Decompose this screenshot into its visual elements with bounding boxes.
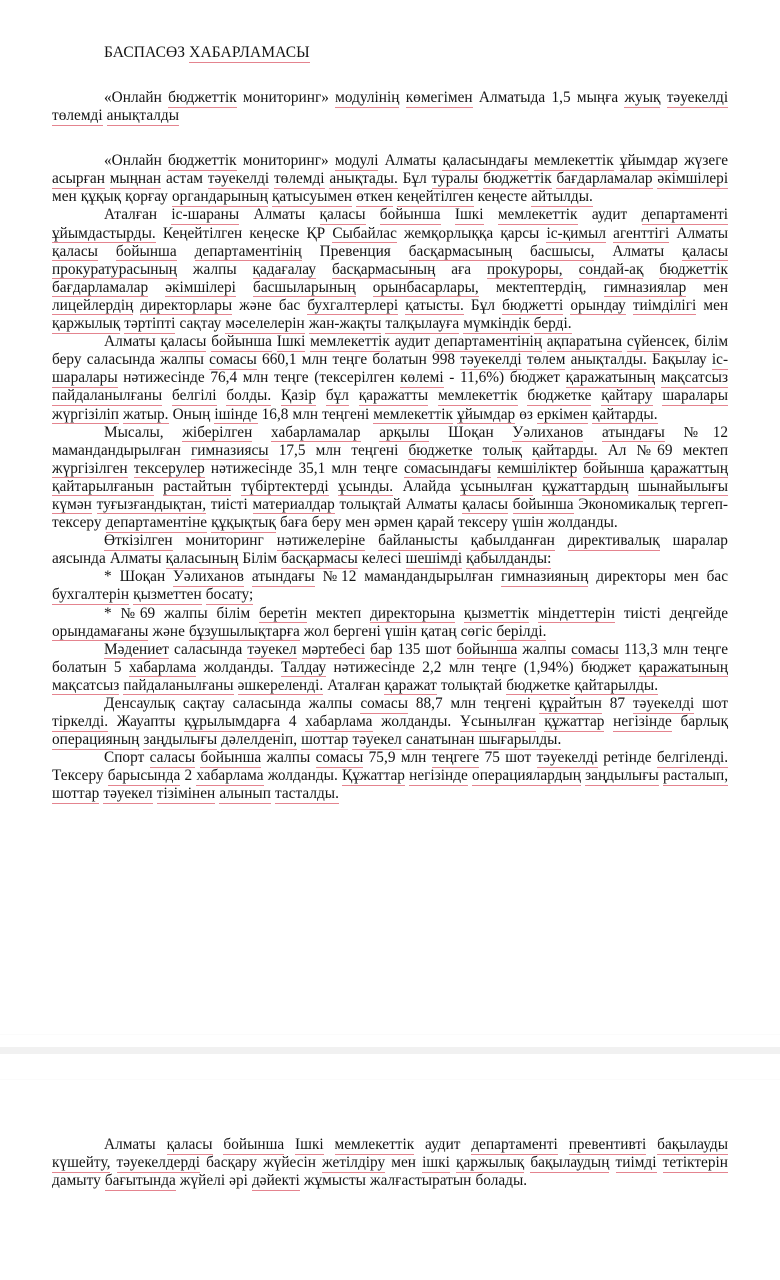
spellcheck-word: пайдаланылғаны	[52, 387, 163, 405]
spellcheck-word: шоттар	[301, 731, 349, 749]
spellcheck-word: орынбасарлары,	[372, 278, 479, 296]
page-title-text: БАСПАСӨЗ ХАБАРЛАМАСЫ	[104, 44, 310, 61]
spellcheck-word: мемлекеттік	[437, 387, 518, 405]
body-paragraph-9	[52, 1136, 728, 1190]
spellcheck-word: бойынша	[379, 206, 441, 224]
spellcheck-word: заңдылығы	[585, 767, 659, 785]
spellcheck-word: Уәлиханов	[173, 568, 244, 586]
spellcheck-word: Өткізілген	[104, 532, 173, 550]
spellcheck-word: заңдылығы	[143, 731, 218, 749]
spellcheck-word: дәйекті	[251, 1172, 300, 1190]
spellcheck-word: бар	[370, 640, 393, 658]
spellcheck-word: қайтару	[601, 387, 653, 405]
spellcheck-word: модулі	[334, 152, 379, 170]
spellcheck-word: қаржылық	[52, 315, 121, 333]
spellcheck-word: сомасы	[360, 695, 409, 712]
spellcheck-word: бухгалтерлері	[307, 296, 399, 314]
spellcheck-word: бюджетке	[408, 441, 473, 459]
spellcheck-word: Ұсынылған	[459, 713, 536, 731]
spellcheck-word: басшыларының	[253, 278, 356, 296]
body-paragraph-5	[52, 532, 728, 568]
paragraph-text: * Шоқан Уәлиханов атындағы №12 мамандандырылған гимназияның директоры мен бас бухгалтерін қызметтен босату;	[52, 568, 728, 604]
spellcheck-word: әшкереленді.	[237, 676, 324, 694]
spellcheck-word: превентивті	[568, 1136, 647, 1153]
spellcheck-word: әкімшілері	[165, 278, 236, 296]
spellcheck-word: мемлекеттік	[497, 206, 578, 224]
spellcheck-word: басқармасы	[281, 550, 358, 568]
spellcheck-word: бюджетке	[506, 676, 571, 694]
spellcheck-word: материалдар	[252, 495, 335, 513]
spellcheck-word: қаражаттың	[650, 459, 729, 477]
spellcheck-word: Қазір	[280, 387, 317, 405]
page-2-tail-spacer	[52, 1190, 728, 1262]
body-paragraph-7	[52, 695, 728, 749]
spellcheck-word: қаласы	[462, 495, 509, 513]
spellcheck-word: директорлары	[140, 296, 233, 314]
spellcheck-word: ұсынылған	[460, 477, 533, 495]
spellcheck-word: қаржылық	[456, 1154, 525, 1172]
spellcheck-word: бюджетті	[502, 296, 564, 314]
spellcheck-word: құрайтын	[538, 695, 602, 712]
spellcheck-word: төлемді	[52, 107, 103, 125]
spellcheck-word: расталып,	[662, 767, 729, 785]
spellcheck-word: бойынша	[115, 242, 177, 260]
spellcheck-word: тәуекелді	[632, 695, 695, 712]
spellcheck-word: директорына	[370, 604, 456, 622]
spellcheck-word: басшысы,	[530, 242, 595, 260]
paragraph-text: Спорт саласы бойынша жалпы сомасы 75,9 млн теңгеге 75 шот тәуекелді ретінде белгіленді. Тексеру барысында 2 хабарлама жолданды. Құжаттар негізінде операциялардың заңдылығы расталып, шоттар тәуекел тізімінен алынып тасталды.	[52, 749, 729, 803]
body-paragraph-6	[52, 641, 728, 695]
spellcheck-word: әкімшілері	[657, 170, 729, 188]
spellcheck-word: күмән	[52, 495, 92, 513]
paragraph-text: Алматы қаласы бойынша Ішкі мемлекеттік аудит департаменті превентивті бақылауды күшейту, тәуекелдерді басқару жүйесін жетілдіру мен ішкі қаржылық бақылаудың тиімді тетіктерін дамыту бағытында жүйелі әрі дәйекті жұмысты жалғастыратын болады.	[52, 1136, 729, 1190]
spellcheck-word: агенттігі	[613, 224, 670, 242]
spellcheck-word: бақылауды	[657, 1136, 728, 1153]
spellcheck-word: берілді.	[496, 622, 547, 640]
spellcheck-word: қаласы	[160, 333, 207, 351]
spellcheck-word: қаражатының	[638, 658, 729, 676]
spellcheck-word: бұзушылықтарға	[188, 622, 300, 640]
spellcheck-word: белгілі	[171, 387, 217, 405]
spellcheck-word: толық	[482, 441, 522, 459]
spellcheck-word: Уәлиханов	[512, 423, 584, 441]
spellcheck-word: директивалық	[567, 532, 660, 550]
spellcheck-word: лицейлердің	[52, 296, 134, 314]
spellcheck-word: қабылданған	[470, 532, 555, 550]
spellcheck-word: төлем	[526, 351, 566, 369]
spellcheck-word: анықталды	[106, 107, 180, 125]
spellcheck-word: ұйымдар	[619, 152, 678, 170]
spellcheck-word: хабарлама	[196, 767, 264, 785]
paragraph-text: Алматы қаласы бойынша Ішкі мемлекеттік аудит департаментінің ақпаратына сүйенсек, білім беру саласында жалпы сомасы 660,1 млн теңге болатын 998 тәуекелді төлем анықталды. Бақылау іс-шаралары нәтижесінде 76,4 млн теңге (тексерілген көлемі - 11,6%) бюджет қаражатының мақсатсыз пайдаланылғаны белгілі болды. Қазір бұл қаражатты мемлекеттік бюджетке қайтару шаралары жүргізіліп жатыр. Оның ішінде 16,8 млн теңгені мемлекеттік ұйымдар өз еркімен қайтарды.	[52, 333, 729, 423]
spellcheck-word: шығарылды.	[478, 731, 562, 749]
spellcheck-word: дәлелденіп,	[221, 731, 298, 749]
paragraph-text: Өткізілген мониторинг нәтижелеріне байланысты қабылданған директивалық шаралар аясында Алматы қаласының Білім басқармасы келесі шешімді қабылданды:	[52, 532, 728, 568]
spellcheck-word: департаментінің	[194, 242, 302, 260]
spellcheck-word: шынайылығы	[637, 477, 729, 495]
spellcheck-word: атындағы	[251, 568, 315, 586]
spellcheck-word: қаласы	[319, 206, 366, 224]
spellcheck-word: бұл	[325, 387, 349, 405]
spellcheck-word: тәуекелді	[460, 351, 522, 369]
page-title	[52, 44, 728, 62]
spellcheck-word: теңгеге	[431, 749, 480, 767]
spellcheck-word: шаралары	[662, 387, 729, 405]
spellcheck-word: жетілдіру	[322, 1154, 386, 1172]
spellcheck-word: хабарлама	[305, 713, 373, 731]
spellcheck-word: тәуекелді	[536, 749, 598, 767]
page-1-content	[52, 44, 728, 804]
spellcheck-word: операциялардың	[472, 767, 581, 785]
spellcheck-word: іс-шараны	[171, 206, 240, 224]
spellcheck-word: сондай-ақ	[578, 260, 644, 278]
spellcheck-word: ұсынды.	[338, 477, 394, 495]
spellcheck-word: мақсатсыз	[660, 369, 729, 387]
spellcheck-word: берді.	[533, 315, 572, 333]
spellcheck-word: қайтарды.	[591, 405, 658, 423]
spellcheck-word: гимназиясы	[190, 441, 269, 459]
spellcheck-word: гимназияның	[501, 568, 589, 586]
spellcheck-word: негізінде	[409, 767, 468, 785]
spellcheck-word: мемлекеттік	[310, 333, 390, 351]
spellcheck-word: асырған	[52, 170, 105, 188]
spellcheck-word: мақсатсыз	[52, 676, 120, 694]
spellcheck-word: кемшіліктер	[497, 459, 578, 477]
spellcheck-word: анықталды.	[570, 351, 647, 369]
spellcheck-word: бойынша	[200, 749, 262, 767]
spellcheck-word: бюджеттік	[168, 89, 237, 106]
spellcheck-word: сомасы	[315, 749, 364, 767]
spellcheck-word: гимназиялар	[603, 278, 687, 296]
spellcheck-word: басқармасының	[408, 242, 513, 260]
decision-bullet-1	[52, 568, 728, 604]
spellcheck-word: департаменті	[471, 1136, 558, 1153]
spellcheck-word: сомасы	[209, 351, 257, 369]
spellcheck-word: қаражатты	[358, 387, 429, 405]
spellcheck-word: атындағы	[601, 423, 665, 441]
spellcheck-word: қаласы	[52, 242, 98, 260]
spellcheck-word: қайтарылғанын	[52, 477, 154, 495]
spellcheck-word: құжаттар	[544, 713, 605, 731]
spellcheck-word: операцияның	[52, 731, 140, 749]
paragraph-text: Аталған іс-шараны Алматы қаласы бойынша Ішкі мемлекеттік аудит департаменті ұйымдастырды. Кеңейтілген кеңеске ҚР Сыбайлас жемқорлыққа қарсы іс-қимыл агенттігі Алматы қаласы бойынша департаментінің Превенция басқармасының басшысы, Алматы қаласы прокуратурасының жалпы қадағалау басқармасының аға прокуроры, сондай-ақ бюджеттік бағдарламалар әкімшілері басшыларының орынбасарлары, мектептердің, гимназиялар мен лицейлердің директорлары және бас бухгалтерлері қатысты. Бұл бюджетті орындау тиімділігі мен қаржылық тәртіпті сақтау мәселелерін жан-жақты талқылауға мүмкіндік берді.	[52, 206, 729, 333]
body-paragraph-8	[52, 749, 728, 803]
spellcheck-word: Сыбайлас	[332, 224, 397, 242]
spellcheck-word: мемлекеттік	[334, 1136, 415, 1153]
spellcheck-word: тетіктерін	[662, 1154, 729, 1172]
spellcheck-word: бойынша	[512, 495, 574, 513]
spellcheck-word: бағытында	[104, 1172, 176, 1190]
spellcheck-word: мыңнан	[109, 170, 162, 188]
spellcheck-word: жіберілген	[182, 423, 253, 441]
spellcheck-word: модулінің	[335, 89, 400, 106]
spellcheck-word: анықтады.	[329, 170, 398, 188]
spellcheck-word: алынып	[219, 785, 271, 803]
page-2-content	[52, 1136, 728, 1262]
paragraph-text: Мәдениет саласында тәуекел мәртебесі бар 135 шот бойынша жалпы сомасы 113,3 млн теңге болатын 5 хабарлама жолданды. Талдау нәтижесінде 2,2 млн теңге (1,94%) бюджет қаражатының мақсатсыз пайдаланылғаны әшкереленді. Аталған қаражат толықтай бюджетке қайтарылды.	[52, 640, 729, 694]
spellcheck-word: бақылаудың	[530, 1154, 610, 1172]
spellcheck-word: ұйымдар	[457, 405, 516, 423]
spellcheck-word: өткен	[356, 188, 393, 206]
spellcheck-word: барысында	[107, 767, 181, 785]
spellcheck-word: прокуроры,	[487, 260, 563, 278]
spellcheck-word: мәселелерін	[225, 315, 305, 333]
spellcheck-word: тәуекел	[352, 731, 402, 749]
spellcheck-word: тәуекелді	[666, 89, 729, 106]
spellcheck-word: департаменті	[641, 206, 729, 224]
spellcheck-word: пайдаланылғаны	[123, 676, 234, 694]
spellcheck-word: бюджеттік	[483, 170, 552, 188]
spellcheck-word: тиімділігі	[632, 296, 697, 314]
spellcheck-word: іс-шаралары	[52, 351, 729, 387]
spellcheck-word: жүргізілген	[52, 459, 128, 477]
spellcheck-word: байланысты	[378, 532, 458, 550]
spellcheck-word: сомасы	[571, 640, 619, 658]
spellcheck-word: тәуекелдерді	[116, 1154, 201, 1172]
spellcheck-word: қаражат	[384, 676, 437, 694]
spellcheck-word: тәуекел	[247, 640, 297, 658]
spellcheck-word: бюджеттік	[167, 152, 237, 170]
spellcheck-word: ақпаратына	[546, 333, 623, 351]
lede-paragraph	[52, 89, 728, 125]
spellcheck-word: нәтижелеріне	[276, 532, 366, 550]
spellcheck-word: бағдарламалар	[52, 278, 149, 296]
spellcheck-word: қайтарды.	[532, 441, 598, 459]
spellcheck-word: еркімен	[537, 405, 588, 423]
spellcheck-word: туралы	[431, 170, 479, 188]
spellcheck-word: төлемді	[273, 170, 325, 188]
spellcheck-word: көмегімен	[405, 89, 473, 106]
spellcheck-word: құжаттардың	[542, 477, 629, 495]
spellcheck-word: Мәдениет	[104, 640, 169, 658]
decision-bullet-2	[52, 605, 728, 641]
spellcheck-word: бухгалтерін	[52, 586, 130, 604]
spellcheck-word: басқармасының	[331, 260, 436, 278]
spellcheck-word: тәуекел	[103, 785, 153, 803]
body-paragraph-4	[52, 424, 728, 533]
spellcheck-word: бойынша	[211, 333, 272, 351]
spellcheck-word: Ішкі	[295, 1136, 324, 1153]
spellcheck-word: тәртіпті	[124, 315, 176, 333]
spellcheck-word: орындау	[570, 296, 626, 314]
spellcheck-word: жатыр.	[123, 405, 169, 423]
spellcheck-word: кеңейтілген	[396, 188, 474, 206]
spellcheck-word: прокуратурасының	[52, 260, 177, 278]
spellcheck-word: бюджетке	[527, 387, 592, 405]
spellcheck-word: қызметтен	[133, 586, 202, 604]
page-separator-band	[0, 1047, 780, 1054]
spellcheck-word: департаментінің	[434, 333, 542, 351]
spellcheck-word: босату;	[205, 586, 254, 604]
spellcheck-word: белгіленді.	[656, 749, 729, 767]
spellcheck-word: құрылымдарға	[184, 713, 281, 731]
spellcheck-word: қаласындағы	[442, 152, 528, 170]
spellcheck-word: бойынша	[456, 640, 518, 658]
spellcheck-word: сүйенсек,	[626, 333, 690, 351]
spellcheck-word: беретін	[258, 604, 308, 622]
spellcheck-word: ұйымдастырды.	[52, 224, 156, 242]
spellcheck-word: қаласының	[165, 550, 239, 568]
spellcheck-word: айтылды.	[531, 188, 593, 206]
spellcheck-word: қатысуымен	[271, 188, 353, 206]
spellcheck-word: талқылауға	[385, 315, 460, 333]
spellcheck-word: растайтын	[163, 477, 232, 495]
spellcheck-word: ішкі	[422, 1154, 450, 1172]
spellcheck-word: қайтарылды.	[574, 676, 659, 694]
spellcheck-word: тәуекелді	[207, 170, 270, 188]
page-break-separator	[0, 1034, 780, 1080]
spellcheck-word: ХАБАРЛАМАСЫ	[189, 44, 310, 61]
paragraph-text: Мысалы, жіберілген хабарламалар арқылы Шоқан Уәлиханов атындағы №12 мамандандырылған гимназиясы 17,5 млн теңгені бюджетке толық қайтарды. Ал №69 мектеп жүргізілген тексерулер нәтижесінде 35,1 млн теңге сомасындағы кемшіліктер бойынша қаражаттың қайтарылғанын растайтын түбіртектерді ұсынды. Алайда ұсынылған құжаттардың шынайылығы күмән туғызғандықтан, тиісті материалдар толықтай Алматы қаласы бойынша Экономикалық тергеп-тексеру департаментіне құқықтық баға беру мен әрмен қарай тексеру үшін жолданды.	[52, 423, 729, 532]
spellcheck-word: шешімді	[405, 550, 463, 568]
spellcheck-word: мемлекеттік	[373, 405, 453, 423]
spellcheck-word: құқықтық	[211, 514, 276, 532]
spellcheck-word: саласы	[149, 749, 196, 767]
spellcheck-word: Құжаттар	[341, 767, 405, 785]
spellcheck-word: тексерулер	[133, 459, 205, 477]
spellcheck-word: тізімінен	[156, 785, 216, 803]
paragraph-text: * №69 жалпы білім беретін мектеп директорына қызметтік міндеттерін тиісті деңгейде орындамағаны және бұзушылықтарға жол бергені үшін қатаң сөгіс берілді.	[52, 604, 729, 640]
spellcheck-word: тиімді	[615, 1154, 657, 1172]
spellcheck-word: іс-қимыл	[546, 224, 606, 242]
spellcheck-word: департаментіне	[105, 514, 208, 532]
spellcheck-word: бағдарламалар	[556, 170, 653, 188]
spellcheck-word: орындамағаны	[52, 622, 149, 640]
spellcheck-word: хабарлама	[128, 658, 197, 676]
spellcheck-word: күшейту,	[52, 1154, 111, 1172]
spellcheck-word: бюджеттік	[659, 260, 728, 278]
spellcheck-word: түбіртектерді	[240, 477, 329, 495]
spellcheck-word: туғызғандықтан,	[96, 495, 207, 513]
spellcheck-word: тіркелді.	[52, 713, 109, 731]
spellcheck-word: бойынша	[223, 1136, 285, 1153]
spellcheck-word: қадағалау	[252, 260, 317, 278]
lede-text: «Онлайн бюджеттік мониторинг» модулінің көмегімен Алматыда 1,5 мыңға жуық тәуекелді төлемді анықталды	[52, 89, 729, 125]
spellcheck-word: Талдау	[281, 658, 327, 676]
spellcheck-word: Ішкі	[454, 206, 484, 224]
spellcheck-word: сомасындағы	[403, 459, 492, 477]
spellcheck-word: қаласы	[682, 242, 728, 260]
body-paragraph-2	[52, 206, 728, 333]
spellcheck-word: қатысты.	[405, 296, 464, 314]
spellcheck-word: қаласы	[166, 1136, 213, 1153]
spellcheck-word: бойынша	[583, 459, 645, 477]
spellcheck-word: қызметтік	[463, 604, 530, 622]
spellcheck-word: мүмкіндік	[463, 315, 530, 333]
spellcheck-word: мемлекеттік	[533, 152, 614, 170]
spellcheck-word: Ішкі	[276, 333, 306, 351]
paragraph-text: «Онлайн бюджеттік мониторинг» модулі Алматы қаласындағы мемлекеттік ұйымдар жүзеге асырған мыңнан астам тәуекелді төлемді анықтады. Бұл туралы бюджеттік бағдарламалар әкімшілері мен құқық қорғау органдарының қатысуымен өткен кеңейтілген кеңесте айтылды.	[52, 152, 729, 206]
paragraph-text: Денсаулық сақтау саласында жалпы сомасы 88,7 млн теңгені құрайтын 87 тәуекелді шот тіркелді. Жауапты құрылымдарға 4 хабарлама жолданды. Ұсынылған құжаттар негізінде барлық операцияның заңдылығы дәлелденіп, шоттар тәуекел санатынан шығарылды.	[52, 695, 729, 749]
spellcheck-word: қаражатының	[565, 369, 656, 387]
body-paragraph-3	[52, 333, 728, 423]
spellcheck-word: хабарламалар	[271, 423, 361, 441]
spellcheck-word: негізінде	[613, 713, 672, 731]
spellcheck-word: қабылданды:	[466, 550, 552, 568]
spellcheck-word: жан-жақты	[308, 315, 382, 333]
spellcheck-word: ішінде	[214, 405, 258, 423]
spellcheck-word: жуық	[624, 89, 661, 106]
spellcheck-word: тасталды.	[274, 785, 339, 803]
spellcheck-word: арқылы	[379, 423, 430, 441]
spellcheck-word: жүргізіліп	[52, 405, 119, 423]
spellcheck-word: міндеттерін	[537, 604, 616, 622]
body-paragraph-1	[52, 152, 728, 206]
spellcheck-word: органдарының	[171, 188, 268, 206]
spellcheck-word: мәртебесі	[301, 640, 366, 658]
document-page-2	[0, 1080, 780, 1262]
spellcheck-word: көлемі	[400, 369, 444, 387]
spellcheck-word: болды.	[226, 387, 272, 405]
spellcheck-word: шоттар	[52, 785, 100, 803]
spellcheck-word: санатынан	[405, 731, 475, 749]
